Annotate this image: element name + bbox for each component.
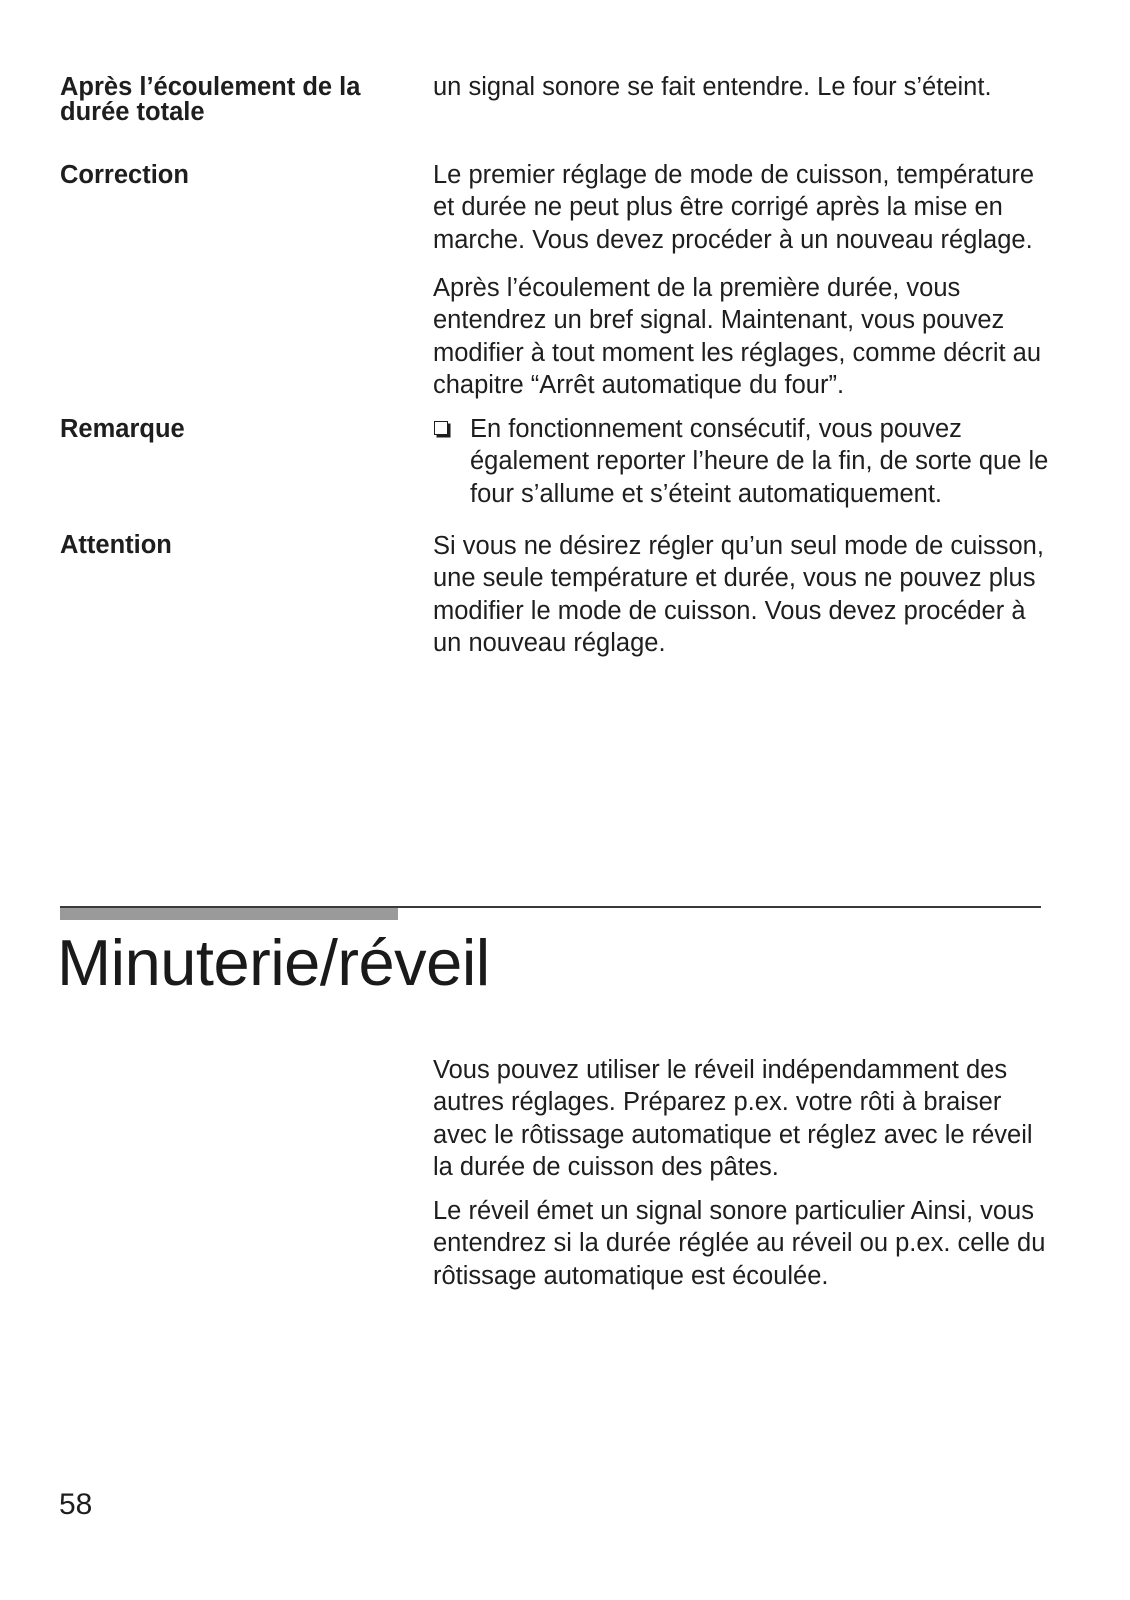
paragraph-line: En fonctionnement consécutif, vous pouvez: [470, 415, 962, 443]
paragraph-line: la durée de cuisson des pâtes.: [433, 1152, 779, 1181]
paragraph-line: Si vous ne désirez régler qu’un seul mode de cuisson,: [433, 532, 1044, 560]
paragraph-line: Le premier réglage de mode de cuisson, température: [433, 161, 1035, 189]
label-line: Correction: [60, 161, 189, 189]
paragraph-line: Le réveil émet un signal sonore particulier Ainsi, vous: [433, 1197, 1034, 1225]
paragraph-line: Après l’écoulement de la première durée, vous: [433, 274, 961, 302]
paragraph-line: modifier à tout moment les réglages, comme décrit au: [433, 338, 1042, 367]
paragraph-line: avec le rôtissage automatique et réglez avec le réveil: [433, 1120, 1033, 1149]
paragraph-attention: [433, 530, 1044, 659]
chapter-divider-bar: [60, 908, 398, 920]
label-correction: [60, 159, 189, 191]
paragraph-line: et durée ne peut plus être corrigé après la mise en: [433, 193, 1003, 222]
paragraph-line: entendrez si la durée réglée au réveil ou p.ex. celle du: [433, 1229, 1046, 1258]
paragraph-minuterie-1: [433, 1054, 1033, 1183]
checkbox-bullet-icon: [434, 421, 448, 435]
label-attention: [60, 529, 172, 561]
paragraph-line: entendrez un bref signal. Maintenant, vous pouvez: [433, 306, 1005, 335]
paragraph-correction-2: [433, 272, 1041, 401]
label-line: durée totale: [60, 97, 205, 126]
paragraph-line: autres réglages. Préparez p.ex. votre rôti à braiser: [433, 1088, 1002, 1117]
paragraph-line: également reporter l’heure de la fin, de sorte que le: [470, 447, 1049, 476]
paragraph-line: Vous pouvez utiliser le réveil indépendamment des: [433, 1056, 1008, 1084]
paragraph-minuterie-2: [433, 1195, 1045, 1292]
paragraph-line: un nouveau réglage.: [433, 628, 666, 657]
label-apres-ecoulement: [60, 72, 361, 126]
paragraph-line: chapitre “Arrêt automatique du four”.: [433, 370, 845, 399]
paragraph-correction-1: [433, 159, 1034, 256]
paragraph-line: une seule température et durée, vous ne pouvez plus: [433, 564, 1036, 593]
page-number: 58: [59, 1488, 93, 1521]
paragraph-line: four s’allume et s’éteint automatiquement.: [470, 479, 942, 508]
label-line: Attention: [60, 531, 172, 559]
paragraph-line: rôtissage automatique est écoulée.: [433, 1261, 829, 1290]
paragraph-line: un signal sonore se fait entendre. Le four s’éteint.: [433, 73, 992, 101]
label-line: Après l’écoulement de la: [60, 72, 361, 101]
bullet-item-remarque: [470, 413, 1048, 510]
label-line: Remarque: [60, 415, 185, 443]
paragraph-duree-totale: [433, 71, 992, 103]
label-remarque: [60, 413, 185, 445]
paragraph-line: modifier le mode de cuisson. Vous devez procéder à: [433, 596, 1026, 625]
chapter-title: Minuterie/réveil: [57, 926, 490, 999]
paragraph-line: marche. Vous devez procéder à un nouveau réglage.: [433, 225, 1033, 254]
